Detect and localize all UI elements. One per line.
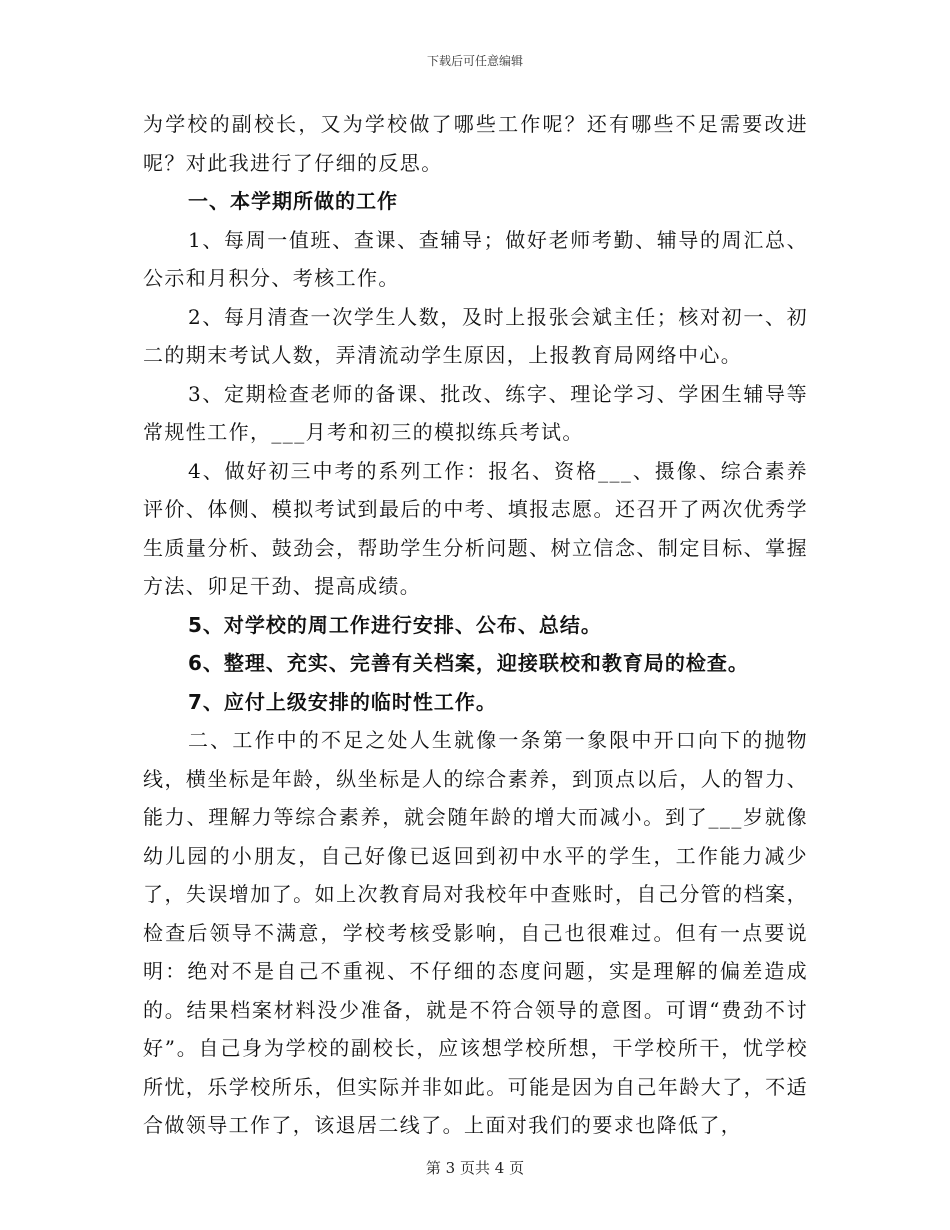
list-item-7: 7、应付上级安排的临时性工作。 (188, 689, 497, 714)
page-header: 下载后可任意编辑 (426, 54, 523, 68)
paragraph-shortcomings: 二、工作中的不足之处人生就像一条第一象限中开口向下的抛物线，横坐标是年龄，纵坐标是人的综合素养，到顶点以后，人的智力、能力、理解力等综合素养，就会随年龄的增大而减小。到了___岁就像幼儿园的小朋友，自己好像已返回到初中水平的学生，工作能力减少了，失误增加了。如上次教育局对我校年中查账时，自己分管的档案，检查后领导不满意，学校考核受影响，自己也很难过。但有一点要说明：绝对不是自己不重视、不仔细的态度问题，实是理解的偏差造成的。结果档案材料没少准备，就是不符合领导的意图。可谓“费劲不讨好”。自己身为学校的副校长，应该想学校所想，干学校所干，忧学校所忧，乐学校所乐，但实际并非如此。可能是因为自己年龄大了，不适合做领导工作了，该退居二线了。上面对我们的要求也降低了， (143, 728, 808, 1137)
section-heading-work-done: 一、本学期所做的工作 (188, 189, 398, 213)
paragraph-intro-continued: 为学校的副校长，又为学校做了哪些工作呢？还有哪些不足需要改进呢？对此我进行了仔细的反思。 (143, 112, 808, 175)
list-item-2: 2、每月清查一次学生人数，及时上报张会斌主任；核对初一、初二的期末考试人数，弄清流动学生原因，上报教育局网络中心。 (143, 304, 808, 367)
list-item-6: 6、整理、充实、完善有关档案，迎接联校和教育局的检查。 (188, 651, 749, 675)
list-item-3: 3、定期检查老师的备课、批改、练字、理论学习、学困生辅导等常规性工作，___月考和初三的模拟练兵考试。 (143, 381, 808, 444)
document-body (143, 105, 808, 1145)
page-number-footer: 第 3 页共 4 页 (425, 1159, 525, 1177)
list-item-1: 1、每周一值班、查课、查辅导；做好老师考勤、辅导的周汇总、公示和月积分、考核工作。 (143, 227, 808, 290)
list-item-4: 4、做好初三中考的系列工作：报名、资格___、摄像、综合素养评价、体侧、模拟考试到最后的中考、填报志愿。还召开了两次优秀学生质量分析、鼓劲会，帮助学生分析问题、树立信念、制定目标、掌握方法、卯足干劲、提高成绩。 (143, 458, 808, 598)
list-item-5: 5、对学校的周工作进行安排、公布、总结。 (188, 612, 602, 637)
